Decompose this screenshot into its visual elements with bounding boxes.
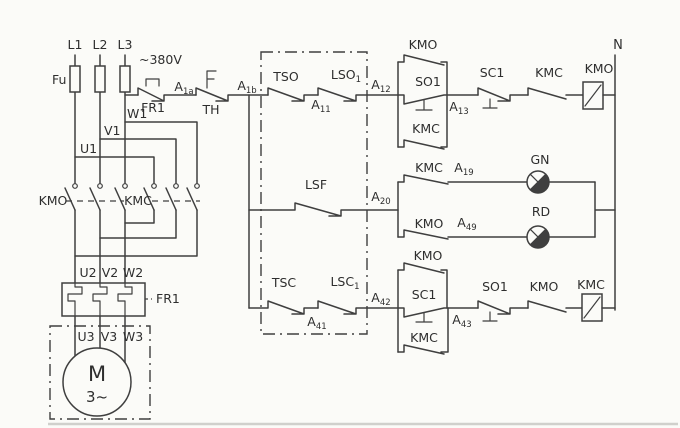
- kmc-interlock-contact: [528, 88, 583, 99]
- node-label-a12: $A_{12}$: [371, 77, 391, 95]
- lsf-label: LSF: [304, 177, 328, 192]
- pole-terminals: [73, 184, 200, 189]
- fuse-label: Fu: [52, 72, 67, 87]
- fr1-thermal-actuator: [146, 79, 159, 86]
- sc1-button-actuator: [483, 99, 497, 108]
- kmo-interlock-label: KMO: [529, 279, 559, 294]
- kmo-lamp-contact: [398, 230, 527, 239]
- so1-interlock-label: SO1: [482, 279, 508, 294]
- node-label-a1b: $A_{1b}$: [237, 78, 257, 96]
- gn-lamp-symbol: [527, 171, 549, 193]
- kmc-crossover-wires: [75, 210, 197, 256]
- main-contactor-poles: [39, 184, 200, 283]
- wire-w2-label: W2: [122, 265, 144, 280]
- wire-v3-label: V3: [100, 329, 118, 344]
- kmc-selfhold-label: KMC: [410, 330, 438, 345]
- fuse-symbol-l3: [120, 66, 130, 92]
- control-feed: [122, 71, 268, 308]
- rd-lamp-label: RD: [531, 204, 551, 219]
- fuse-symbol-l2: [95, 66, 105, 92]
- fr1-heater-label: FR1: [156, 291, 180, 306]
- node-label-a13: $A_{13}$: [449, 99, 469, 117]
- lso1-label: $LSO_1$: [330, 67, 362, 85]
- gn-lamp-label: GN: [530, 152, 550, 167]
- phase-l1-label: L1: [67, 37, 83, 52]
- motor-section: [50, 326, 150, 419]
- wire-w1-label: W1: [127, 106, 148, 121]
- power-section: [52, 37, 197, 183]
- lamp-return-wire: [595, 182, 615, 237]
- sc1-start-button: [398, 308, 478, 317]
- lsc1-label: $LSC_1$: [330, 274, 360, 292]
- sc1-stop-button: [478, 88, 528, 101]
- kmo-interlock-contact: [528, 301, 582, 312]
- rd-lamp-symbol: [527, 226, 549, 248]
- lamp-signalling-rows: [249, 152, 615, 248]
- fr1-overload-relay: [62, 283, 180, 363]
- kmc-contactor-label: KMC: [124, 193, 152, 208]
- node-label-a1a: $A_{1a}$: [174, 79, 194, 97]
- close-control-row: [249, 248, 615, 354]
- tso-label: TSO: [273, 69, 299, 84]
- node-label-a19: $A_{19}$: [454, 160, 474, 178]
- node-label-a49: $A_{49}$: [457, 215, 477, 233]
- kmo-parallel-label2: KMO: [413, 248, 443, 263]
- fr1-contact-label: FR1: [141, 100, 165, 115]
- node-label-a20: $A_{20}$: [371, 189, 391, 207]
- wire-v2-label: V2: [101, 265, 119, 280]
- open-control-row: [268, 37, 615, 149]
- wire-v1-label: V1: [104, 123, 121, 138]
- so1-label: SO1: [415, 74, 441, 89]
- kmo-selfhold-label: KMO: [408, 37, 438, 52]
- kmc-interlock-label: KMC: [535, 65, 563, 80]
- tsc-nc-contact: [249, 301, 318, 314]
- so1-stop-button: [478, 301, 528, 314]
- node-label-a41: $A_{41}$: [307, 314, 327, 332]
- motor-m-label: M: [87, 362, 107, 386]
- so1-start-button: [398, 95, 478, 104]
- kmc-lamp-label: KMC: [415, 160, 443, 175]
- kmo-coil-label: KMO: [584, 61, 614, 76]
- th-label: TH: [202, 102, 220, 117]
- fuse-symbol-l1: [70, 66, 80, 92]
- wire-u1-label: U1: [80, 141, 98, 156]
- kmo-contactor-label: KMO: [38, 193, 68, 208]
- th-nc-contact: [196, 88, 268, 101]
- kmc-coil-label: KMC: [577, 277, 605, 292]
- wire-u2-label: U2: [79, 265, 97, 280]
- lsf-nc-contact: [249, 203, 398, 216]
- node-label-a43: $A_{43}$: [452, 312, 472, 330]
- node-label-a11: $A_{11}$: [311, 97, 331, 115]
- wire-w3-label: W3: [122, 329, 144, 344]
- th-actuator: [207, 71, 216, 88]
- sc1-label: SC1: [411, 287, 437, 302]
- wire-u3-label: U3: [77, 329, 95, 344]
- tsc-label: TSC: [271, 275, 297, 290]
- voltage-label: ~380V: [139, 52, 182, 67]
- phase-l2-label: L2: [92, 37, 108, 52]
- kmo-lamp-label: KMO: [414, 216, 444, 231]
- phase-l3-label: L3: [117, 37, 133, 52]
- motor-phase-label: 3~: [85, 388, 109, 406]
- node-label-a42: $A_{42}$: [371, 290, 391, 308]
- sc1-interlock-label: SC1: [479, 65, 505, 80]
- so1-button-actuator2: [483, 312, 497, 321]
- kmc-parallel-label: KMC: [412, 121, 440, 136]
- neutral-label: N: [613, 38, 623, 53]
